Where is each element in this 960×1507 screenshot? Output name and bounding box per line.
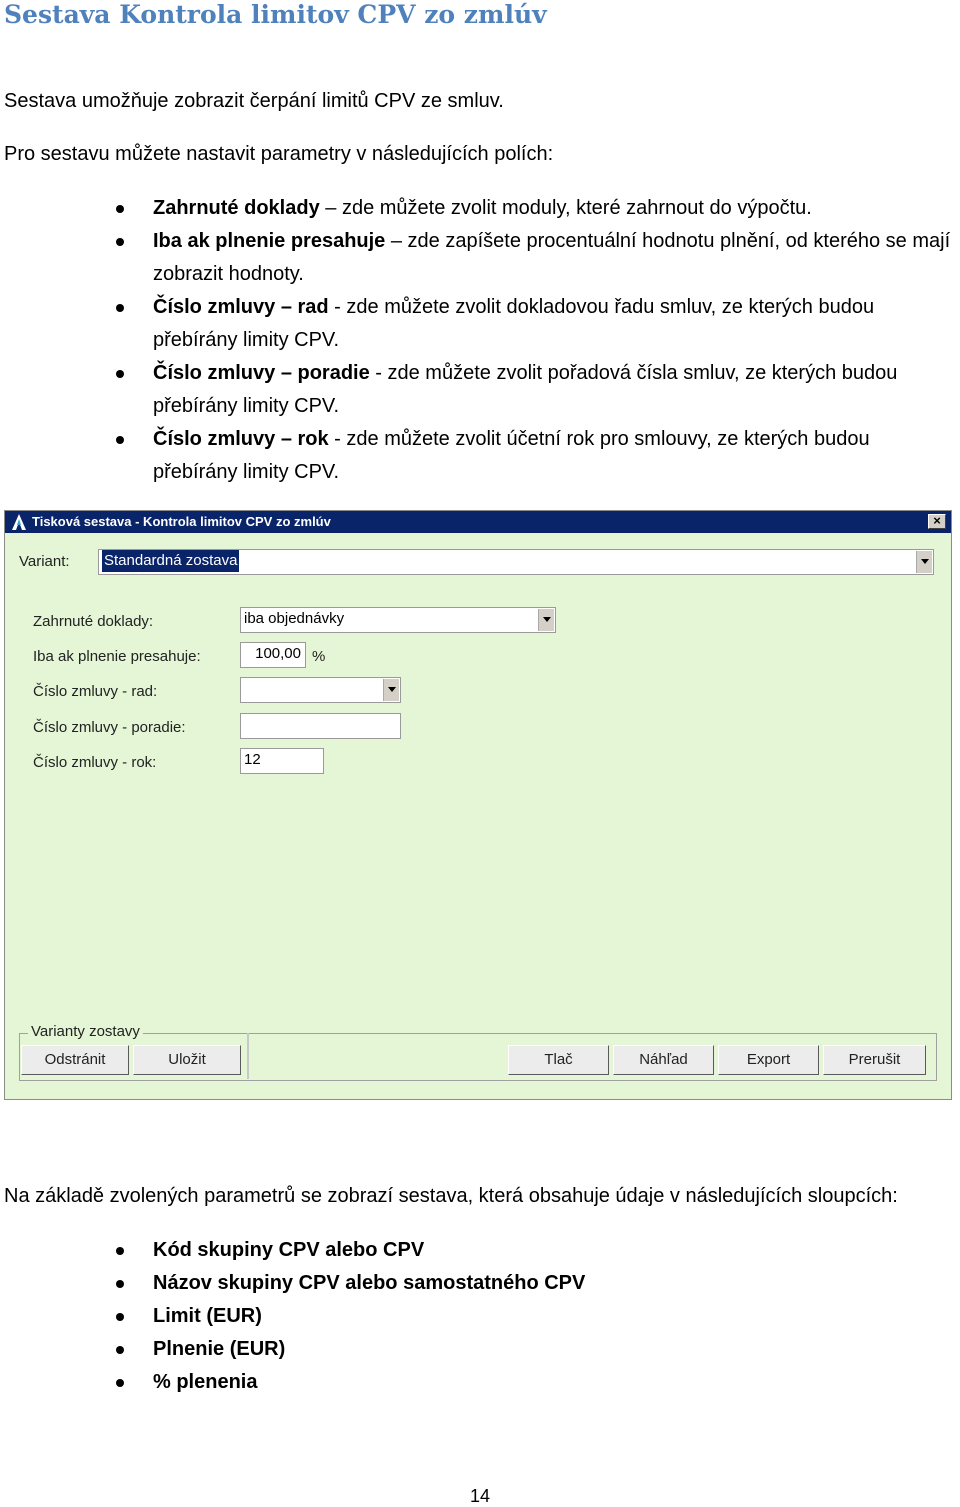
columns-list bbox=[113, 1234, 953, 1399]
param-desc: - zde můžete zvolit dokladovou řadu smluv, ze kterých budou přebírány limity CPV. bbox=[153, 296, 875, 351]
variant-select[interactable] bbox=[98, 549, 934, 575]
rad-select[interactable] bbox=[240, 677, 401, 703]
bullet-icon bbox=[116, 436, 124, 444]
presahuje-label: Iba ak plnenie presahuje: bbox=[33, 648, 201, 665]
bullet-icon bbox=[116, 370, 124, 378]
list-item bbox=[113, 1234, 953, 1267]
param-desc: – zde zapíšete procentuální hodnotu plnění, od kterého se mají zobrazit hodnoty. bbox=[153, 230, 951, 285]
dialog-title: Tisková sestava - Kontrola limitov CPV zo zmlúv bbox=[32, 514, 331, 529]
chevron-down-icon[interactable] bbox=[916, 551, 932, 573]
document-title: Sestava Kontrola limitov CPV zo zmlúv bbox=[4, 0, 547, 29]
column-name: Kód skupiny CPV alebo CPV bbox=[153, 1239, 425, 1261]
chevron-down-icon[interactable] bbox=[538, 609, 554, 631]
list-item bbox=[113, 291, 953, 357]
intro-paragraph: Sestava umožňuje zobrazit čerpání limitů CPV ze smluv. bbox=[4, 90, 504, 112]
param-term: Číslo zmluvy – rok bbox=[153, 428, 329, 450]
print-button[interactable]: Tlač bbox=[508, 1045, 609, 1075]
rok-input[interactable]: 12 bbox=[240, 748, 324, 774]
bullet-icon bbox=[116, 1313, 124, 1321]
page-number: 14 bbox=[469, 1486, 491, 1506]
bullet-icon bbox=[116, 304, 124, 312]
bullet-icon bbox=[116, 238, 124, 246]
export-button[interactable]: Export bbox=[718, 1045, 819, 1075]
doklady-value: iba objednávky bbox=[244, 610, 345, 627]
presahuje-input[interactable]: 100,00 bbox=[240, 642, 306, 668]
poradie-input[interactable] bbox=[240, 713, 401, 739]
columns-intro-paragraph: Na základě zvolených parametrů se zobrazí sestava, která obsahuje údaje v následujících sloupcích: bbox=[4, 1185, 898, 1207]
bullet-icon bbox=[116, 1247, 124, 1255]
param-desc: - zde můžete zvolit účetní rok pro smlouvy, ze kterých budou přebírány limity CPV. bbox=[153, 428, 870, 483]
dialog-titlebar bbox=[5, 511, 951, 533]
bullet-icon bbox=[116, 1280, 124, 1288]
param-desc: - zde můžete zvolit pořadová čísla smluv, ze kterých budou přebírány limity CPV. bbox=[153, 362, 898, 417]
list-item bbox=[113, 423, 953, 489]
app-logo-icon bbox=[11, 513, 27, 531]
report-dialog bbox=[4, 510, 952, 1100]
delete-variant-button[interactable]: Odstránit bbox=[21, 1045, 129, 1075]
save-variant-button[interactable]: Uložit bbox=[133, 1045, 241, 1075]
param-term: Zahrnuté doklady bbox=[153, 197, 320, 219]
param-term: Iba ak plnenie presahuje bbox=[153, 230, 386, 252]
column-name: Plnenie (EUR) bbox=[153, 1338, 286, 1360]
params-intro-paragraph: Pro sestavu můžete nastavit parametry v následujících polích: bbox=[4, 143, 554, 165]
rok-label: Číslo zmluvy - rok: bbox=[33, 754, 157, 771]
variant-label: Variant: bbox=[19, 553, 70, 570]
rad-label: Číslo zmluvy - rad: bbox=[33, 683, 158, 700]
percent-label: % bbox=[312, 648, 326, 665]
list-item bbox=[113, 1267, 953, 1300]
list-item bbox=[113, 1300, 953, 1333]
poradie-label: Číslo zmluvy - poradie: bbox=[33, 719, 186, 736]
bullet-icon bbox=[116, 1379, 124, 1387]
doklady-label: Zahrnuté doklady: bbox=[33, 613, 154, 630]
bullet-icon bbox=[116, 205, 124, 213]
parameter-list bbox=[113, 192, 953, 489]
list-item bbox=[113, 225, 953, 291]
close-button[interactable]: × bbox=[928, 514, 946, 529]
param-term: Číslo zmluvy – rad bbox=[153, 296, 329, 318]
variants-group-label: Varianty zostavy bbox=[28, 1023, 143, 1040]
group-divider bbox=[247, 1033, 249, 1079]
cancel-button[interactable]: Prerušit bbox=[823, 1045, 926, 1075]
list-item bbox=[113, 1333, 953, 1366]
column-name: % plenenia bbox=[153, 1371, 258, 1393]
preview-button[interactable]: Náhľad bbox=[613, 1045, 714, 1075]
bullet-icon bbox=[116, 1346, 124, 1354]
doklady-select[interactable] bbox=[240, 607, 556, 633]
list-item bbox=[113, 192, 953, 225]
param-term: Číslo zmluvy – poradie bbox=[153, 362, 370, 384]
variant-value: Standardná zostava bbox=[102, 550, 239, 572]
column-name: Názov skupiny CPV alebo samostatného CPV bbox=[153, 1272, 586, 1294]
chevron-down-icon[interactable] bbox=[383, 679, 399, 701]
column-name: Limit (EUR) bbox=[153, 1305, 262, 1327]
param-desc: – zde můžete zvolit moduly, které zahrnout do výpočtu. bbox=[319, 197, 812, 219]
list-item bbox=[113, 1366, 953, 1399]
list-item bbox=[113, 357, 953, 423]
